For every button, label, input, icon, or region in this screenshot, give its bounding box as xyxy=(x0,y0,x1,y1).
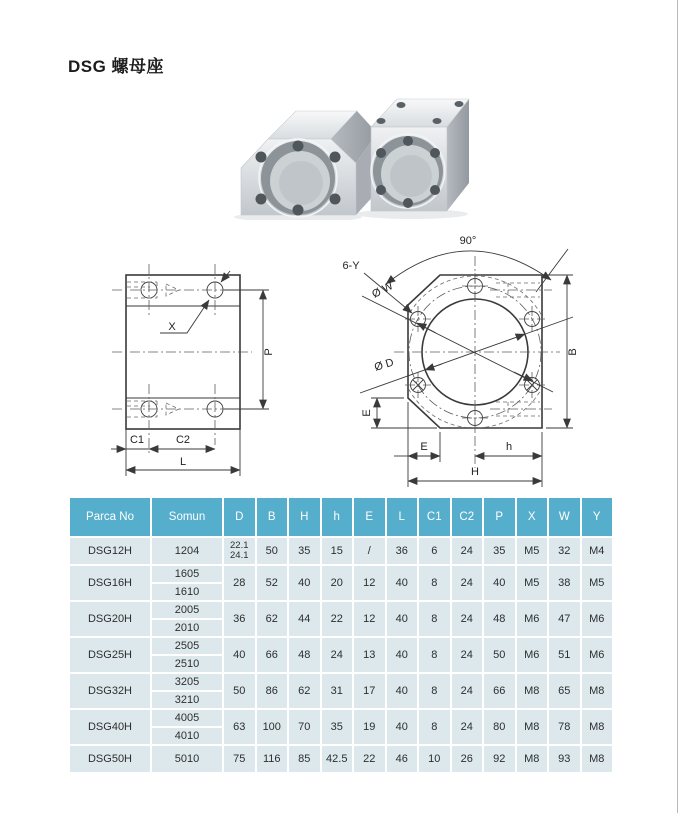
table-cell: 85 xyxy=(288,745,321,773)
dim-label-b: B xyxy=(567,348,579,356)
table-row xyxy=(69,601,613,619)
table-cell: 17 xyxy=(353,673,386,709)
table-cell: 19 xyxy=(353,709,386,745)
table-cell: M5 xyxy=(516,537,549,565)
table-row xyxy=(69,565,613,583)
table-cell: M5 xyxy=(516,565,549,601)
cell-model: DSG16H xyxy=(69,565,151,601)
dim-label-angle: 90° xyxy=(459,235,477,247)
table-cell: 48 xyxy=(288,637,321,673)
table-cell: 44 xyxy=(288,601,321,637)
table-cell: 65 xyxy=(548,673,581,709)
table-cell: M8 xyxy=(516,673,549,709)
table-cell: 86 xyxy=(256,673,289,709)
table-cell: 40 xyxy=(386,601,419,637)
col-header: H xyxy=(288,497,321,537)
col-header: L xyxy=(386,497,419,537)
table-row xyxy=(69,637,613,655)
table-cell: 8 xyxy=(418,709,451,745)
col-header: Parca No xyxy=(69,497,151,537)
photo-left-block xyxy=(241,111,377,217)
table-cell: 42.5 xyxy=(321,745,354,773)
table-cell: 35 xyxy=(321,709,354,745)
table-cell: M8 xyxy=(581,709,614,745)
dim-label-c1: C1 xyxy=(129,434,145,446)
cell-somun: 2505 xyxy=(151,637,223,655)
cell-somun: 2510 xyxy=(151,655,223,673)
table-cell: 75 xyxy=(223,745,256,773)
dim-label-e-bottom: E xyxy=(420,441,428,453)
col-header: P xyxy=(483,497,516,537)
cell-model: DSG12H xyxy=(69,537,151,565)
spec-table xyxy=(68,496,614,774)
col-header: C1 xyxy=(418,497,451,537)
cell-d xyxy=(223,537,256,565)
cell-d-bottom: 24.1 xyxy=(230,550,249,561)
product-photo xyxy=(0,85,678,220)
table-cell: 40 xyxy=(288,565,321,601)
left-view-drawing xyxy=(111,264,275,476)
table-cell: 51 xyxy=(548,637,581,673)
technical-drawings xyxy=(0,225,678,495)
table-cell: 116 xyxy=(256,745,289,773)
table-cell: 36 xyxy=(223,601,256,637)
table-row xyxy=(69,673,613,691)
col-header: C2 xyxy=(451,497,484,537)
col-header: Somun xyxy=(151,497,223,537)
cell-somun: 4010 xyxy=(151,727,223,745)
dim-label-h-offset: h xyxy=(505,441,513,453)
table-cell: 36 xyxy=(386,537,419,565)
table-cell: 50 xyxy=(223,673,256,709)
table-cell: 92 xyxy=(483,745,516,773)
table-cell: 40 xyxy=(386,637,419,673)
cell-somun: 5010 xyxy=(151,745,223,773)
cell-somun: 4005 xyxy=(151,709,223,727)
col-header: B xyxy=(256,497,289,537)
dim-label-x: X xyxy=(168,321,176,333)
table-cell: 38 xyxy=(548,565,581,601)
table-cell: 62 xyxy=(256,601,289,637)
table-cell: M6 xyxy=(581,601,614,637)
table-cell: 62 xyxy=(288,673,321,709)
table-cell: M4 xyxy=(581,537,614,565)
table-cell: 24 xyxy=(451,637,484,673)
table-cell: / xyxy=(353,537,386,565)
table-cell: 24 xyxy=(451,673,484,709)
table-cell: 24 xyxy=(451,601,484,637)
table-cell: 6 xyxy=(418,537,451,565)
cell-model: DSG40H xyxy=(69,709,151,745)
table-cell: 70 xyxy=(288,709,321,745)
col-header: Y xyxy=(581,497,614,537)
table-cell: 8 xyxy=(418,601,451,637)
table-cell: 47 xyxy=(548,601,581,637)
table-row xyxy=(69,745,613,773)
table-cell: 66 xyxy=(256,637,289,673)
table-cell: 46 xyxy=(386,745,419,773)
table-cell: M5 xyxy=(581,565,614,601)
table-cell: 12 xyxy=(353,601,386,637)
cell-model: DSG20H xyxy=(69,601,151,637)
table-cell: 80 xyxy=(483,709,516,745)
dim-label-p: P xyxy=(263,348,275,356)
table-cell: 20 xyxy=(321,565,354,601)
table-cell: 24 xyxy=(451,709,484,745)
table-cell: 93 xyxy=(548,745,581,773)
table-cell: 63 xyxy=(223,709,256,745)
table-cell: 24 xyxy=(451,565,484,601)
cell-somun: 3205 xyxy=(151,673,223,691)
table-cell: 50 xyxy=(256,537,289,565)
table-cell: 8 xyxy=(418,673,451,709)
col-header: h xyxy=(321,497,354,537)
table-cell: M8 xyxy=(581,673,614,709)
table-cell: 32 xyxy=(548,537,581,565)
table-cell: 15 xyxy=(321,537,354,565)
table-cell: 31 xyxy=(321,673,354,709)
cell-somun: 3210 xyxy=(151,691,223,709)
dim-label-l: L xyxy=(179,456,187,468)
table-cell: M8 xyxy=(581,745,614,773)
cell-somun: 1610 xyxy=(151,583,223,601)
cell-somun: 1204 xyxy=(151,537,223,565)
table-cell: 40 xyxy=(386,565,419,601)
table-cell: 8 xyxy=(418,565,451,601)
table-cell: 22 xyxy=(353,745,386,773)
col-header: D xyxy=(223,497,256,537)
dim-label-e-side: E xyxy=(361,409,373,417)
dim-label-6y: 6-Y xyxy=(342,260,360,272)
table-cell: M6 xyxy=(516,601,549,637)
table-cell: 12 xyxy=(353,565,386,601)
table-cell: 22 xyxy=(321,601,354,637)
table-row xyxy=(69,537,613,565)
cell-model: DSG32H xyxy=(69,673,151,709)
col-header: X xyxy=(516,497,549,537)
table-cell: 40 xyxy=(483,565,516,601)
table-cell: 40 xyxy=(386,673,419,709)
table-cell: 48 xyxy=(483,601,516,637)
table-cell: 10 xyxy=(418,745,451,773)
table-cell: 24 xyxy=(321,637,354,673)
table-cell: 8 xyxy=(418,637,451,673)
table-cell: 26 xyxy=(451,745,484,773)
dim-label-c2: C2 xyxy=(175,434,191,446)
cell-d-top: 22.1 xyxy=(230,540,249,551)
dim-label-w: Ø W xyxy=(370,279,396,301)
table-cell: 40 xyxy=(386,709,419,745)
dim-label-d: Ø D xyxy=(373,356,396,374)
table-cell: M6 xyxy=(581,637,614,673)
table-cell: 28 xyxy=(223,565,256,601)
cell-somun: 2010 xyxy=(151,619,223,637)
table-cell: 66 xyxy=(483,673,516,709)
table-cell: M8 xyxy=(516,745,549,773)
cell-model: DSG50H xyxy=(69,745,151,773)
dim-label-h-total: H xyxy=(471,466,479,478)
table-cell: 13 xyxy=(353,637,386,673)
table-row xyxy=(69,709,613,727)
table-cell: 52 xyxy=(256,565,289,601)
col-header: E xyxy=(353,497,386,537)
table-cell: M6 xyxy=(516,637,549,673)
cell-somun: 1605 xyxy=(151,565,223,583)
table-cell: 100 xyxy=(256,709,289,745)
table-cell: 50 xyxy=(483,637,516,673)
page-title: DSG 螺母座 xyxy=(68,57,165,76)
table-cell: 40 xyxy=(223,637,256,673)
cell-model: DSG25H xyxy=(69,637,151,673)
table-cell: 35 xyxy=(483,537,516,565)
table-header-row xyxy=(69,497,613,537)
col-header: W xyxy=(548,497,581,537)
front-view-drawing xyxy=(342,235,579,487)
table-cell: M8 xyxy=(516,709,549,745)
photo-right-block xyxy=(371,99,469,211)
table-cell: 24 xyxy=(451,537,484,565)
table-cell: 35 xyxy=(288,537,321,565)
table-cell: 78 xyxy=(548,709,581,745)
cell-somun: 2005 xyxy=(151,601,223,619)
